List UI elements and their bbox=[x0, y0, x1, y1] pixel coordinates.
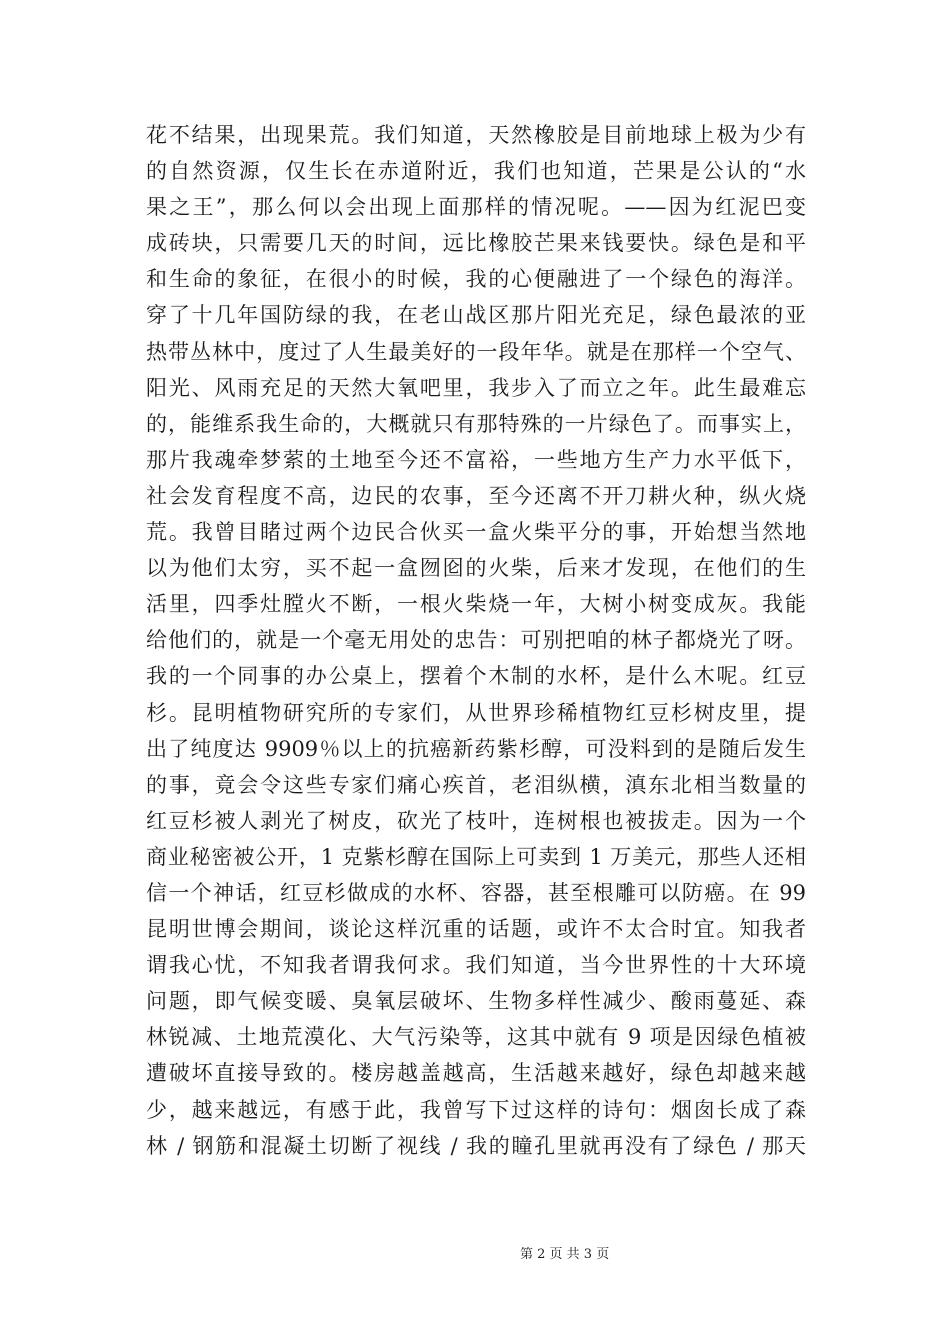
text-line: 信一个神话，红豆杉做成的水杯、容器，甚至根雕可以防癌。在 99 bbox=[146, 880, 806, 905]
page-number-footer: 第 2 页 共 3 页 bbox=[520, 1247, 610, 1262]
text-line: 活里，四季灶膛火不断，一根火柴烧一年，大树小树变成灰。我能 bbox=[146, 592, 806, 617]
text-line: 谓我心忧，不知我者谓我何求。我们知道，当今世界性的十大环境 bbox=[146, 953, 806, 978]
text-line: 的，能维系我生命的，大概就只有那特殊的一片绿色了。而事实上， bbox=[146, 411, 806, 436]
body-text bbox=[146, 117, 806, 1164]
text-line: 阳光、风雨充足的天然大氧吧里，我步入了而立之年。此生最难忘 bbox=[146, 375, 806, 400]
text-line: 果之王”，那么何以会出现上面那样的情况呢。——因为红泥巴变 bbox=[146, 195, 806, 220]
text-line: 问题，即气候变暖、臭氧层破坏、生物多样性减少、酸雨蔓延、森 bbox=[146, 989, 806, 1014]
text-line: 花不结果，出现果荒。我们知道，天然橡胶是目前地球上极为少有 bbox=[146, 123, 806, 147]
text-line: 我的一个同事的办公桌上，摆着个木制的水杯，是什么木呢。红豆 bbox=[146, 664, 806, 689]
text-line: 和生命的象征，在很小的时候，我的心便融进了一个绿色的海洋。 bbox=[146, 267, 806, 292]
text-line: 林 / 钢筋和混凝土切断了视线 / 我的瞳孔里就再没有了绿色 / 那天 bbox=[146, 1133, 806, 1158]
text-line: 杉。昆明植物研究所的专家们，从世界珍稀植物红豆杉树皮里，提 bbox=[146, 700, 806, 725]
text-line: 昆明世博会期间，谈论这样沉重的话题，或许不太合时宜。知我者 bbox=[146, 917, 806, 942]
text-line: 穿了十几年国防绿的我，在老山战区那片阳光充足，绿色最浓的亚 bbox=[146, 303, 806, 328]
text-line: 成砖块，只需要几天的时间，远比橡胶芒果来钱要快。绿色是和平 bbox=[146, 231, 806, 256]
text-line: 的事，竟会令这些专家们痛心疾首，老泪纵横，滇东北相当数量的 bbox=[146, 772, 806, 797]
text-line: 那片我魂牵梦萦的土地至今还不富裕，一些地方生产力水平低下， bbox=[146, 447, 806, 472]
text-line: 遭破坏直接导致的。楼房越盖越高，生活越来越好，绿色却越来越 bbox=[146, 1061, 806, 1086]
text-line: 荒。我曾目睹过两个边民合伙买一盒火柴平分的事，开始想当然地 bbox=[146, 520, 806, 545]
text-line: 以为他们太穷，买不起一盒囫囵的火柴，后来才发现，在他们的生 bbox=[146, 556, 806, 581]
text-line: 给他们的，就是一个毫无用处的忠告：可别把咱的林子都烧光了呀。 bbox=[146, 628, 806, 653]
text-line: 少，越来越远，有感于此，我曾写下过这样的诗句：烟囱长成了森 bbox=[146, 1097, 806, 1122]
text-line: 商业秘密被公开，1 克紫杉醇在国际上可卖到 1 万美元，那些人还相 bbox=[146, 844, 806, 869]
text-line: 出了纯度达 9909％以上的抗癌新药紫杉醇，可没料到的是随后发生 bbox=[146, 736, 806, 761]
text-line: 林锐减、土地荒漠化、大气污染等，这其中就有 9 项是因绿色植被 bbox=[146, 1025, 806, 1050]
text-line: 的自然资源，仅生长在赤道附近，我们也知道，芒果是公认的“水 bbox=[146, 159, 806, 184]
text-line: 红豆杉被人剥光了树皮，砍光了枝叶，连树根也被拔走。因为一个 bbox=[146, 808, 806, 833]
text-line: 社会发育程度不高，边民的农事，至今还离不开刀耕火种，纵火烧 bbox=[146, 483, 806, 508]
text-line: 热带丛林中，度过了人生最美好的一段年华。就是在那样一个空气、 bbox=[146, 339, 806, 364]
